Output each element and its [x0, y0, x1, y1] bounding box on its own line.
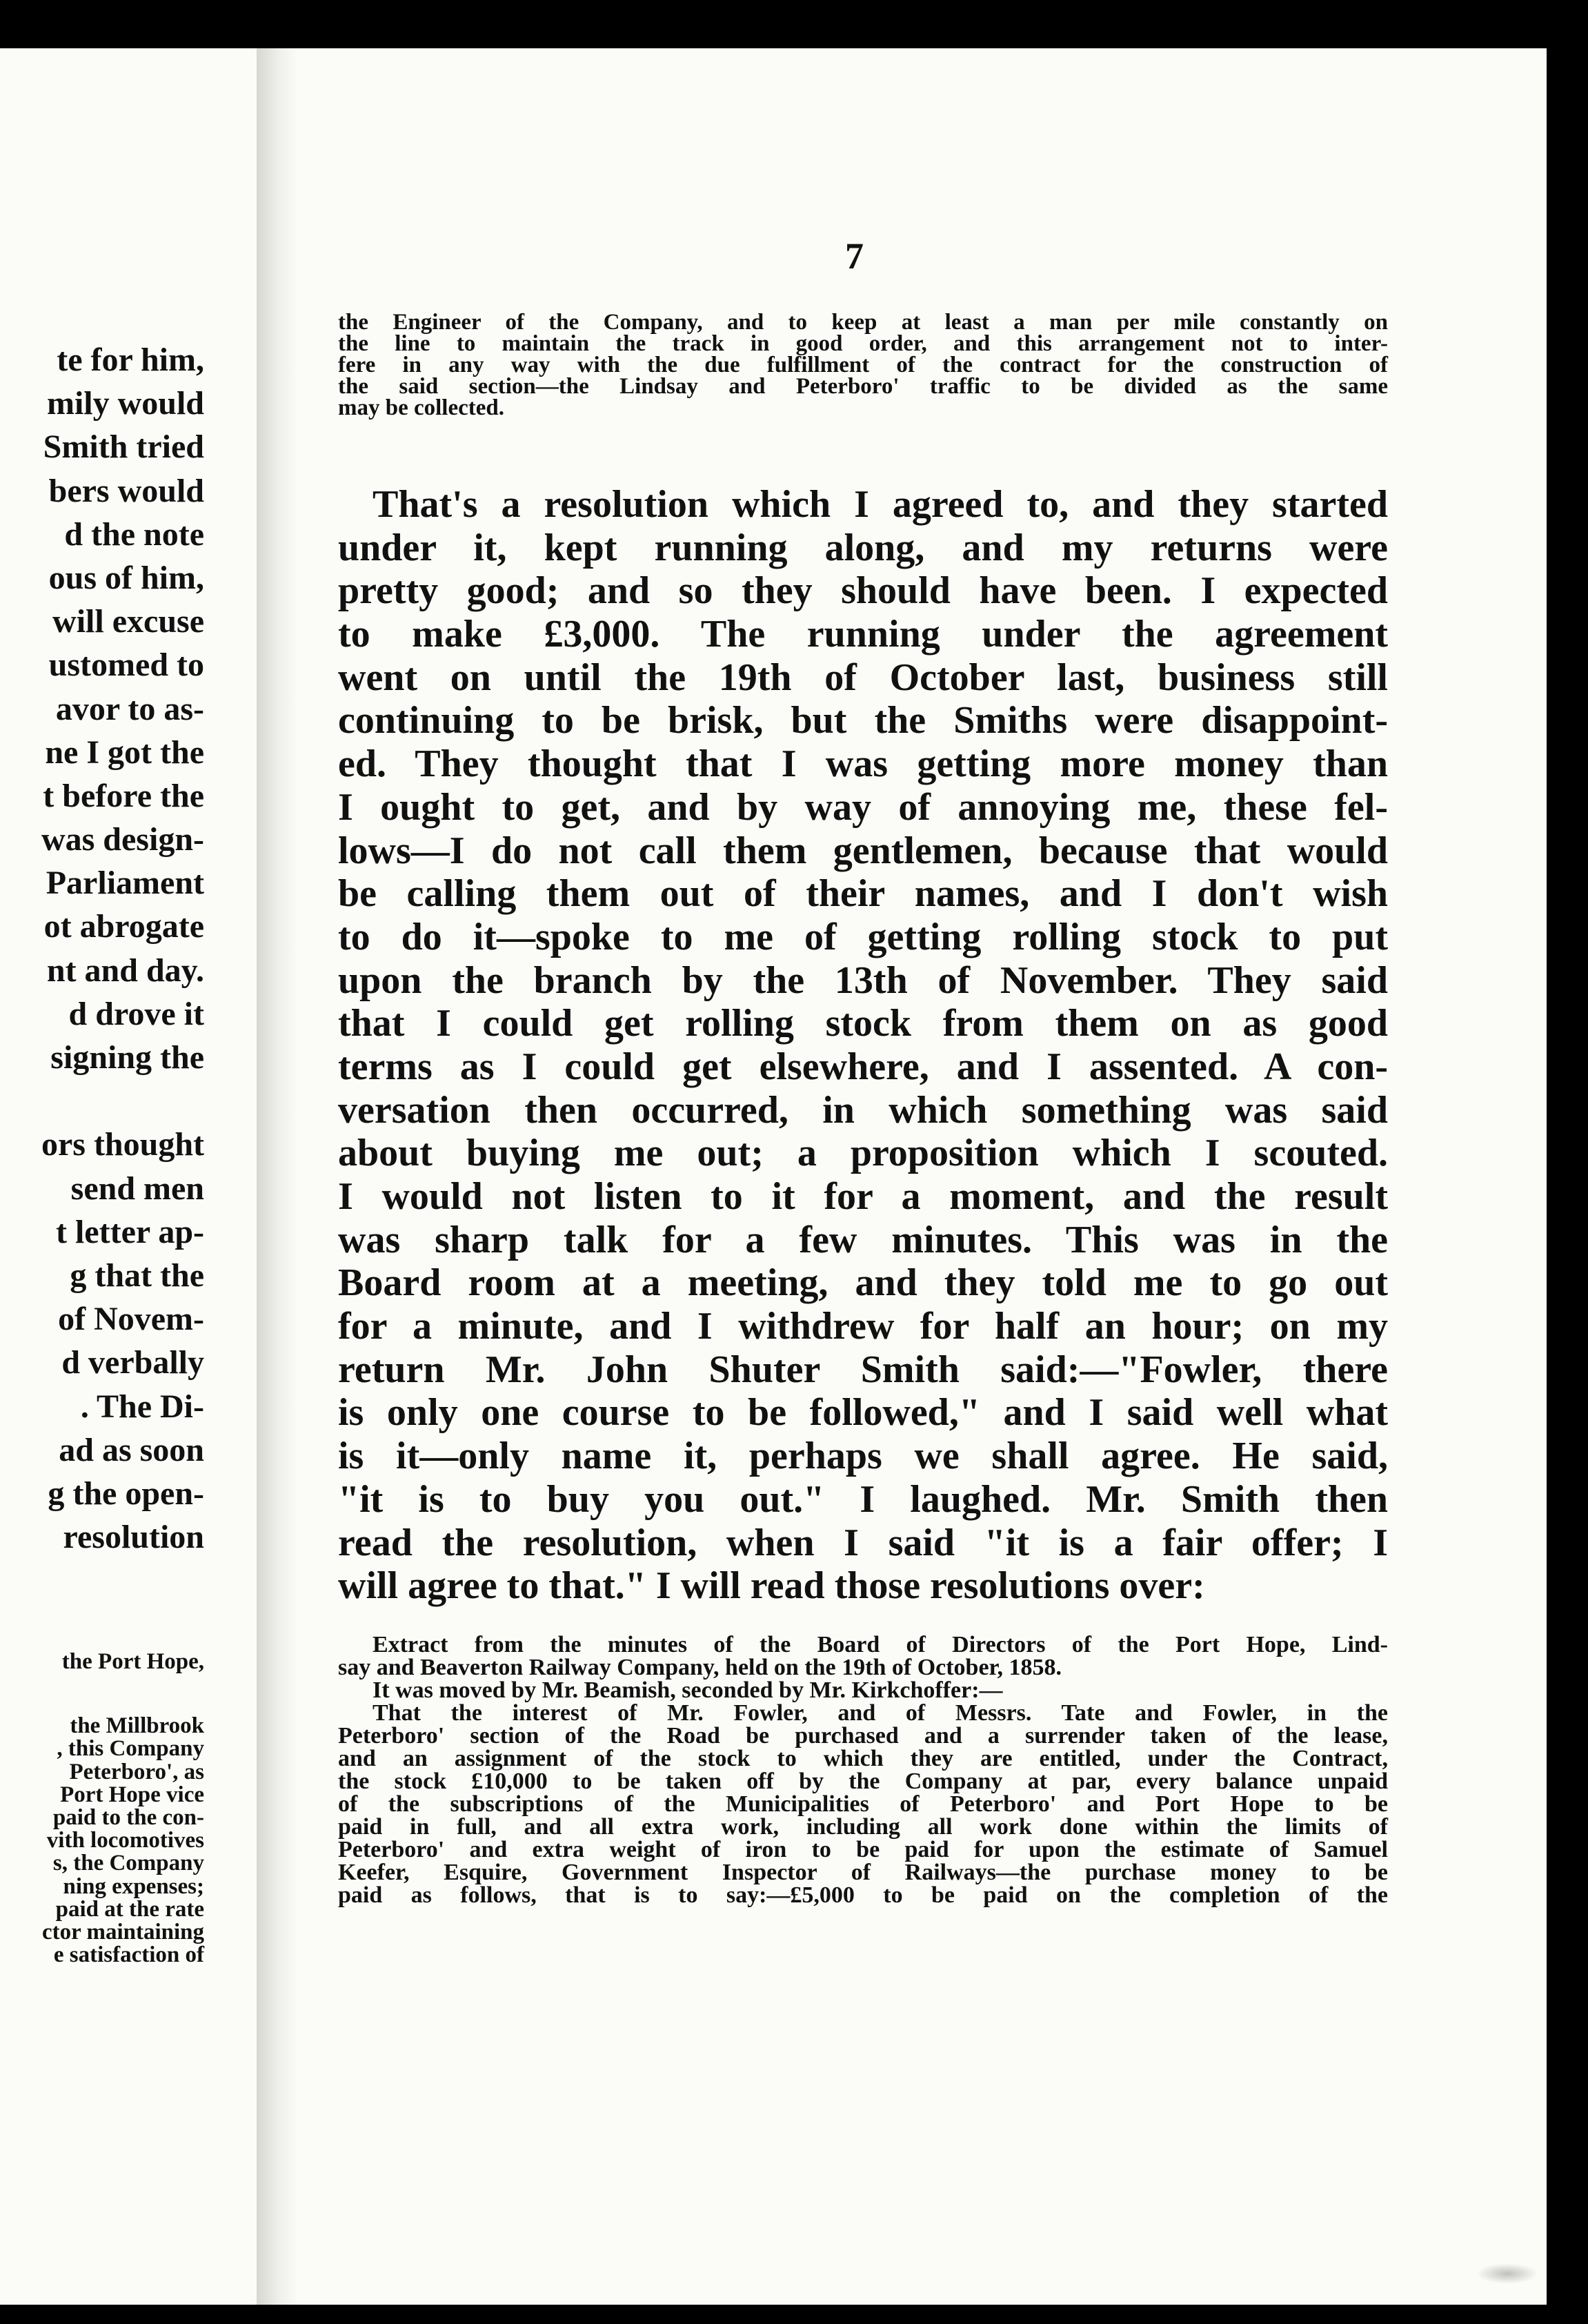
left-page-small-text — [0, 1651, 204, 1967]
left-page-small-line: vith locomotives — [46, 1828, 204, 1853]
left-page-small-line: ning expenses; — [63, 1873, 204, 1899]
left-page-line: ous of him, — [48, 559, 204, 596]
left-page-line: was design- — [41, 821, 204, 858]
left-page-line: resolution — [63, 1519, 204, 1556]
extract-body-line: and an assignment of the stock to which they are entitled, under the Contract, — [338, 1746, 1388, 1771]
left-page-line: t before the — [43, 777, 204, 814]
left-page-line: ne I got the — [45, 733, 204, 771]
left-page-line: Smith tried — [43, 429, 204, 466]
left-page-small-line: the Port Hope, — [61, 1649, 204, 1674]
main-text-line: will agree to that." I will read those resolutions over: — [338, 1564, 1205, 1608]
quote-line: may be collected. — [338, 395, 505, 420]
left-page-line: nt and day. — [46, 952, 204, 989]
main-text-line: terms as I could get elsewhere, and I assented. A con- — [338, 1045, 1388, 1088]
quote-line: fere in any way with the due fulfillment of the contract for the construction of — [338, 353, 1388, 377]
left-page-small-line: e satisfaction of — [53, 1942, 204, 1968]
main-text-line: lows—I do not call them gentlemen, because that would — [338, 829, 1388, 872]
quote-line: the said section—the Lindsay and Peterboro' traffic to be divided as the same — [338, 374, 1388, 399]
extract-body-line: paid in full, and all extra work, including all work done within the limits of — [338, 1814, 1388, 1840]
left-page-small-line: , this Company — [57, 1736, 204, 1762]
left-page-line: of Novem- — [58, 1301, 204, 1338]
main-paragraph — [338, 483, 1388, 1608]
left-page-line: Parliament — [46, 865, 204, 902]
main-text-line: under it, kept running along, and my returns were — [338, 526, 1388, 569]
left-page-line: ors thought — [41, 1126, 204, 1163]
extract-body — [338, 1702, 1388, 1907]
main-text-line: upon the branch by the 13th of November. They said — [338, 958, 1388, 1002]
left-page-line: mily would — [46, 385, 204, 422]
extract-heading — [338, 1633, 1388, 1679]
left-page-line: d drove it — [68, 995, 204, 1032]
main-text-line: I would not listen to it for a moment, and the result — [338, 1175, 1388, 1218]
minutes-extract — [338, 1633, 1388, 1907]
extract-body-line: That the interest of Mr. Fowler, and of Messrs. Tate and Fowler, in the — [373, 1700, 1388, 1726]
extract-body-line: paid as follows, that is to say:—£5,000 to be paid on the completion of the — [338, 1882, 1388, 1908]
quoted-resolution-continuation — [338, 312, 1388, 419]
main-text-line: is only one course to be followed," and I said well what — [338, 1391, 1388, 1435]
left-page-line: send men — [70, 1170, 204, 1207]
main-text-line: I ought to get, and by way of annoying me, these fel- — [338, 785, 1388, 829]
main-text-line: went on until the 19th of October last, business still — [338, 656, 1388, 699]
left-page-line: ot abrogate — [43, 908, 204, 945]
left-page-body-text — [0, 338, 204, 1559]
page-gutter-shadow — [257, 48, 298, 2305]
main-text-line: return Mr. John Shuter Smith said:—"Fowler, there — [338, 1348, 1388, 1391]
main-text-line: is it—only name it, perhaps we shall agree. He said, — [338, 1435, 1388, 1478]
main-text-line: that I could get rolling stock from them on as good — [338, 1002, 1388, 1045]
left-page-line — [0, 1079, 204, 1123]
extract-body-line: Peterboro' section of the Road be purchased and a surrender taken of the lease, — [338, 1723, 1388, 1749]
main-text-line: to make £3,000. The running under the agreement — [338, 613, 1388, 656]
main-text-line: That's a resolution which I agreed to, and they started — [373, 483, 1388, 526]
left-page-small-line: Peterboro', as — [69, 1759, 204, 1784]
left-page — [0, 48, 279, 2305]
main-text-line: ed. They thought that I was getting more money than — [338, 742, 1388, 786]
extract-heading-line: Extract from the minutes of the Board of Directors of the Port Hope, Lind- — [373, 1632, 1388, 1657]
left-page-line: g the open- — [48, 1475, 204, 1512]
page-number: 7 — [845, 235, 864, 277]
left-page-line: will excuse — [52, 603, 204, 640]
main-text-line: versation then occurred, in which something was said — [338, 1088, 1388, 1132]
main-text-line: was sharp talk for a few minutes. This was in the — [338, 1218, 1388, 1261]
main-text-line: to do it—spoke to me of getting rolling stock to put — [338, 915, 1388, 958]
left-page-line: ad as soon — [59, 1431, 204, 1468]
extract-body-line: the stock £10,000 to be taken off by the Company at par, every balance unpaid — [338, 1769, 1388, 1794]
left-page-line: signing the — [50, 1039, 204, 1076]
left-page-small-line: Port Hope vice — [60, 1782, 204, 1807]
left-page-small-line: paid to the con- — [52, 1804, 204, 1830]
page-smudge — [1476, 2263, 1538, 2284]
main-text-line: about buying me out; a proposition which I scouted. — [338, 1132, 1388, 1175]
left-page-line: te for him, — [57, 342, 204, 378]
extract-body-line: of the subscriptions of the Municipalities of Peterboro' and Port Hope to be — [338, 1791, 1388, 1817]
left-page-line: avor to as- — [55, 690, 204, 727]
left-page-line: d verbally — [61, 1344, 204, 1381]
left-page-line: ustomed to — [48, 647, 204, 684]
main-text-line: pretty good; and so they should have been. I expected — [338, 569, 1388, 613]
quote-line: the line to maintain the track in good order, and this arrangement not to inter- — [338, 331, 1388, 356]
left-page-line: . The Di- — [80, 1388, 204, 1425]
main-text-line: continuing to be brisk, but the Smiths were disappoint- — [338, 699, 1388, 742]
left-page-line: t letter ap- — [55, 1213, 204, 1250]
left-page-line: g that the — [70, 1257, 204, 1294]
main-text-line: for a minute, and I withdrew for half an hour; on my — [338, 1305, 1388, 1348]
extract-heading-line: say and Beaverton Railway Company, held on the 19th of October, 1858. — [338, 1655, 1062, 1680]
extract-moved-line: It was moved by Mr. Beamish, seconded by Mr. Kirkchoffer:— — [373, 1677, 1003, 1703]
left-page-small-line: s, the Company — [52, 1851, 204, 1876]
main-text-line: be calling them out of their names, and I don't wish — [338, 872, 1388, 916]
main-text-line: read the resolution, when I said "it is a fair offer; I — [338, 1521, 1388, 1564]
left-page-line: bers would — [48, 472, 204, 509]
main-text-line: Board room at a meeting, and they told me to go out — [338, 1261, 1388, 1305]
left-page-small-line: ctor maintaining — [42, 1919, 204, 1944]
left-page-small-line: the Millbrook — [70, 1713, 204, 1739]
left-page-small-line: paid at the rate — [55, 1896, 204, 1922]
left-page-line: d the note — [64, 515, 204, 553]
quote-line: the Engineer of the Company, and to keep at least a man per mile constantly on — [338, 310, 1388, 335]
extract-body-line: Peterboro' and extra weight of iron to be paid for upon the estimate of Samuel — [338, 1837, 1388, 1862]
extract-body-line: Keefer, Esquire, Government Inspector of Railways—the purchase money to be — [338, 1860, 1388, 1885]
main-text-line: "it is to buy you out." I laughed. Mr. Smith then — [338, 1477, 1388, 1521]
